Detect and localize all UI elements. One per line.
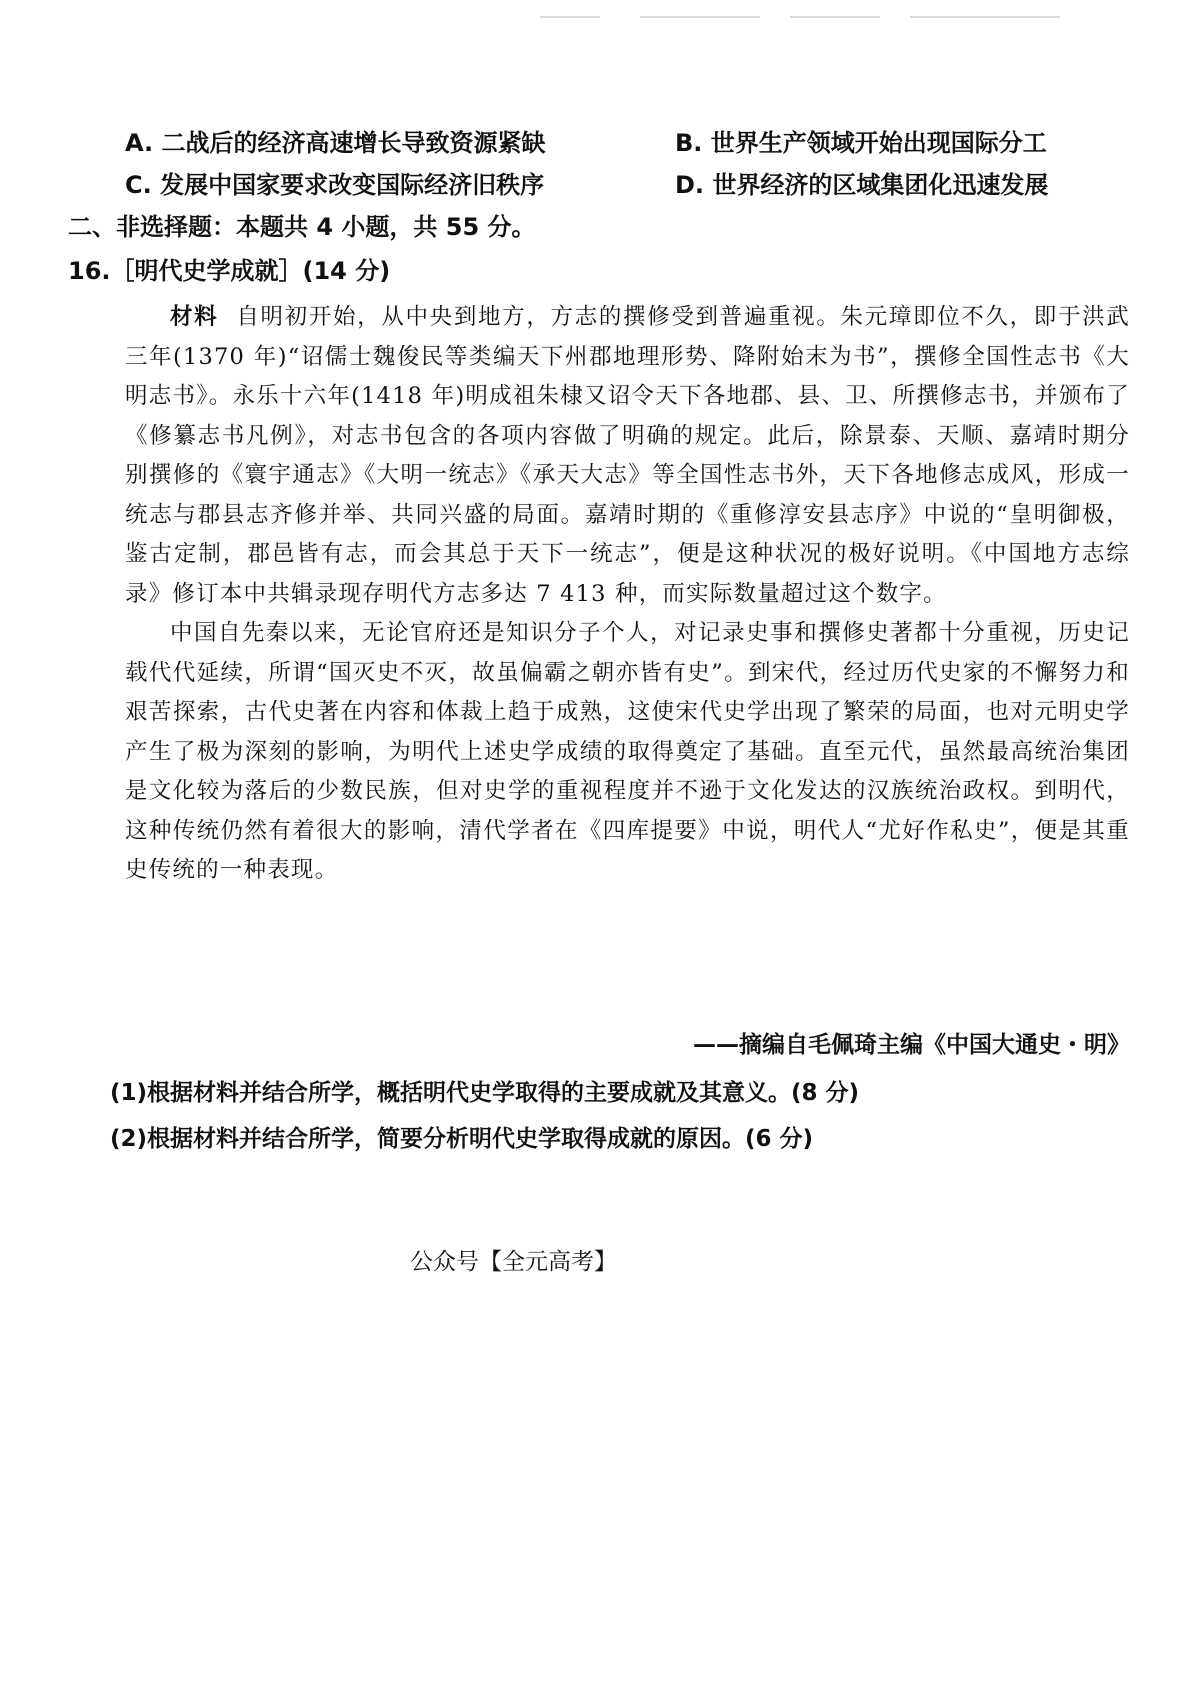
- sub-question-2: (2)根据材料并结合所学，简要分析明代史学取得成就的原因。(6 分): [110, 1126, 814, 1152]
- option-b: B. 世界生产领域开始出现国际分工: [675, 129, 1047, 157]
- material-paragraph-2: 中国自先秦以来，无论官府还是知识分子个人，对记录史事和撰修史著都十分重视，历史记载代代延续，所谓“国灭史不灭，故虽偏霸之朝亦皆有史”。到宋代，经过历代史家的不懈努力和艰苦探索，古代史著在内容和体裁上趋于成熟，这使宋代史学出现了繁荣的局面，也对元明史学产生了极为深刻的影响，为明代上述史学成绩的取得奠定了基础。直至元代，虽然最高统治集团是文化较为落后的少数民族，但对史学的重视程度并不逊于文化发达的汉族统治政权。到明代，这种传统仍然有着很大的影响，清代学者在《四库提要》中说，明代人“尤好作私史”，便是其重史传统的一种表现。: [125, 620, 1130, 883]
- answer-options: [125, 122, 1125, 206]
- material-paragraph-1: [125, 298, 1130, 614]
- paragraph-1-text: 自明初开始，从中央到地方，方志的撰修受到普遍重视。朱元璋即位不久，即于洪武三年(1370 年)“诏儒士魏俊民等类编天下州郡地理形势、降附始末为书”，撰修全国性志书《大明志书》。永乐十六年(1418 年)明成祖朱棣又诏令天下各地郡、县、卫、所撰修志书，并颁布了《修纂志书凡例》，对志书包含的各项内容做了明确的规定。此后，除景泰、天顺、嘉靖时期分别撰修的《寰宇通志》《大明一统志》《承天大志》等全国性志书外，天下各地修志成风，形成一统志与郡县志齐修并举、共同兴盛的局面。嘉靖时期的《重修淳安县志序》中说的“皇明御极，鉴古定制，郡邑皆有志，而会其总于天下一统志”，便是这种状况的极好说明。《中国地方志综录》修订本中共辑录现存明代方志多达 7 413 种，而实际数量超过这个数字。: [125, 304, 1131, 607]
- material-text: [125, 298, 1130, 891]
- section-heading: 二、非选择题：本题共 4 小题，共 55 分。: [68, 213, 536, 241]
- option-a: A. 二战后的经济高速增长导致资源紧缺: [125, 129, 546, 157]
- scan-artifact: [640, 16, 760, 18]
- material-source: ——摘编自毛佩琦主编《中国大通史・明》: [693, 1032, 1130, 1058]
- question-title: 16.［明代史学成就］(14 分): [68, 257, 391, 285]
- scan-artifact: [910, 16, 1060, 18]
- option-d: D. 世界经济的区域集团化迅速发展: [675, 171, 1049, 199]
- sub-question-1: (1)根据材料并结合所学，概括明代史学取得的主要成就及其意义。(8 分): [110, 1080, 860, 1106]
- option-c: C. 发展中国家要求改变国际经济旧秩序: [125, 171, 545, 199]
- options-row-2: [125, 164, 1125, 206]
- material-label: 材料: [170, 304, 219, 330]
- scan-artifact: [790, 16, 880, 18]
- footer-note: 公众号【全元高考】: [410, 1249, 617, 1275]
- scan-artifact: [540, 16, 600, 18]
- options-row-1: [125, 122, 1125, 164]
